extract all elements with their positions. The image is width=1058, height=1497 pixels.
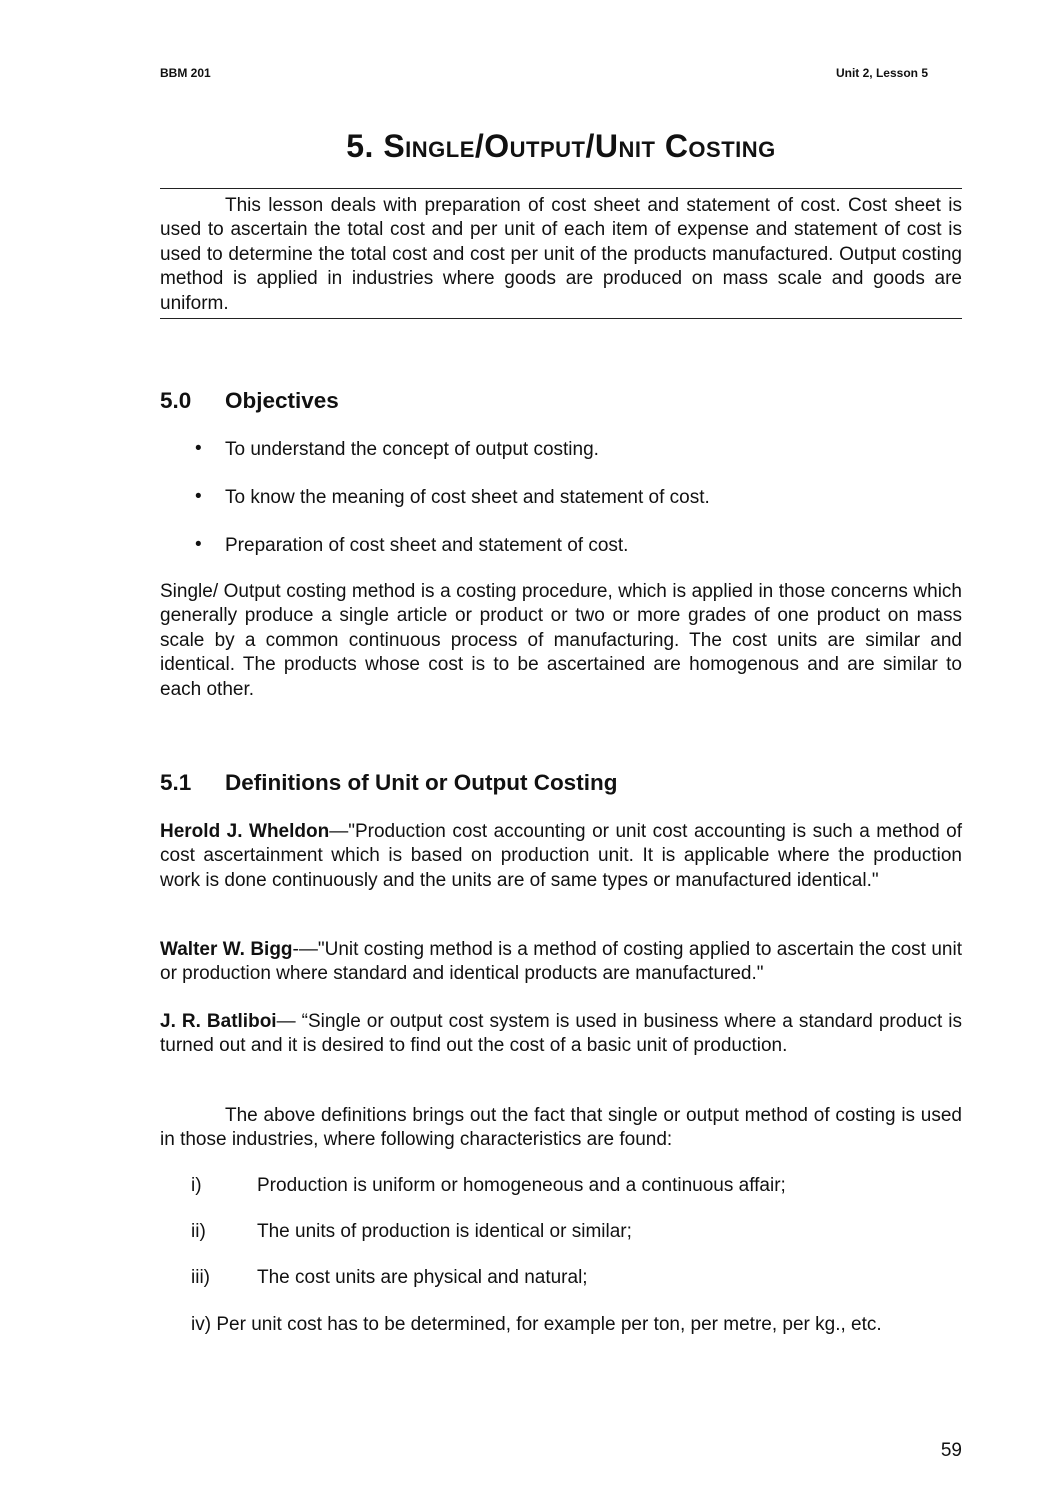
bullet-icon: • (195, 534, 202, 555)
definition-text: "Unit costing method is a method of costing applied to ascertain the cost unit or production where standard and identical products are manufactured." (160, 939, 962, 985)
characteristic-item (191, 1267, 588, 1289)
section-title: Objectives (225, 388, 339, 413)
definition-separator: — (276, 1011, 302, 1032)
definition-wheldon (160, 820, 962, 893)
title-text: Single/Output/Unit Costing (383, 128, 776, 164)
characteristic-item (191, 1313, 962, 1337)
divider-bottom (160, 318, 962, 319)
characteristic-number: iii) (191, 1267, 210, 1288)
page-number: 59 (940, 1440, 962, 1461)
section-number: 5.0 (160, 388, 192, 413)
output-costing-paragraph: Single/ Output costing method is a costing procedure, which is applied in those concerns which generally produce a single article or product or two or more grades of one product on mass scale by a common continuous process of manufacturing. The cost units are similar and identical. The products whose cost is to be ascertained are homogenous and are similar to each other. (160, 581, 962, 700)
definition-text: “Single or output cost system is used in business where a standard product is turned out and it is desired to find out the cost of a basic unit of production. (160, 1011, 962, 1057)
definition-author: J. R. Batliboi (160, 1011, 277, 1032)
section-number: 5.1 (160, 770, 192, 795)
section-title: Definitions of Unit or Output Costing (225, 770, 618, 795)
definition-bigg (160, 938, 962, 987)
bullet-icon: • (195, 486, 202, 507)
characteristic-text: Production is uniform or homogeneous and a continuous affair; (257, 1175, 786, 1196)
section-heading-objectives (160, 388, 339, 414)
section-heading-definitions (160, 770, 617, 796)
objective-text: To understand the concept of output costing. (225, 439, 599, 460)
characteristic-text: The units of production is identical or similar; (257, 1221, 632, 1242)
characteristic-number: ii) (191, 1221, 206, 1242)
bullet-icon: • (195, 438, 202, 459)
intro-paragraph: This lesson deals with preparation of cost sheet and statement of cost. Cost sheet is used to ascertain the total cost and per unit of each item of expense and statement of cost is used to determine the total cost and cost per unit of the products manufactured. Output costing method is applied in industries where goods are produced on mass scale and goods are uniform. (160, 195, 962, 314)
header-unit-lesson: Unit 2, Lesson 5 (835, 66, 928, 80)
definition-separator: -— (292, 939, 318, 960)
definition-author: Herold J. Wheldon (160, 821, 330, 842)
characteristic-number: i) (191, 1175, 202, 1196)
divider-top (160, 188, 962, 189)
characteristic-item (191, 1221, 632, 1243)
objective-text: To know the meaning of cost sheet and statement of cost. (225, 487, 710, 508)
characteristic-item (191, 1175, 786, 1197)
header-course-code: BBM 201 (160, 66, 211, 80)
definition-separator: — (329, 821, 349, 842)
page-title (160, 128, 962, 165)
definitions-summary: The above definitions brings out the fact that single or output method of costing is used in those industries, where following characteristics are found: (160, 1105, 962, 1151)
definition-author: Walter W. Bigg (160, 939, 293, 960)
characteristic-line (191, 1313, 962, 1337)
definition-batliboi (160, 1010, 962, 1059)
title-number: 5. (346, 128, 374, 164)
characteristic-text: Per unit cost has to be determined, for example per ton, per metre, per kg., etc. (216, 1314, 882, 1335)
characteristic-number: iv) (191, 1314, 212, 1335)
definition-text: "Production cost accounting or unit cost accounting is such a method of cost ascertainment which is based on production unit. It is applicable where the production work is done continuously and the units are of same types or manufactured identical." (160, 821, 963, 891)
objective-text: Preparation of cost sheet and statement of cost. (225, 535, 629, 556)
characteristic-text: The cost units are physical and natural; (257, 1267, 588, 1288)
